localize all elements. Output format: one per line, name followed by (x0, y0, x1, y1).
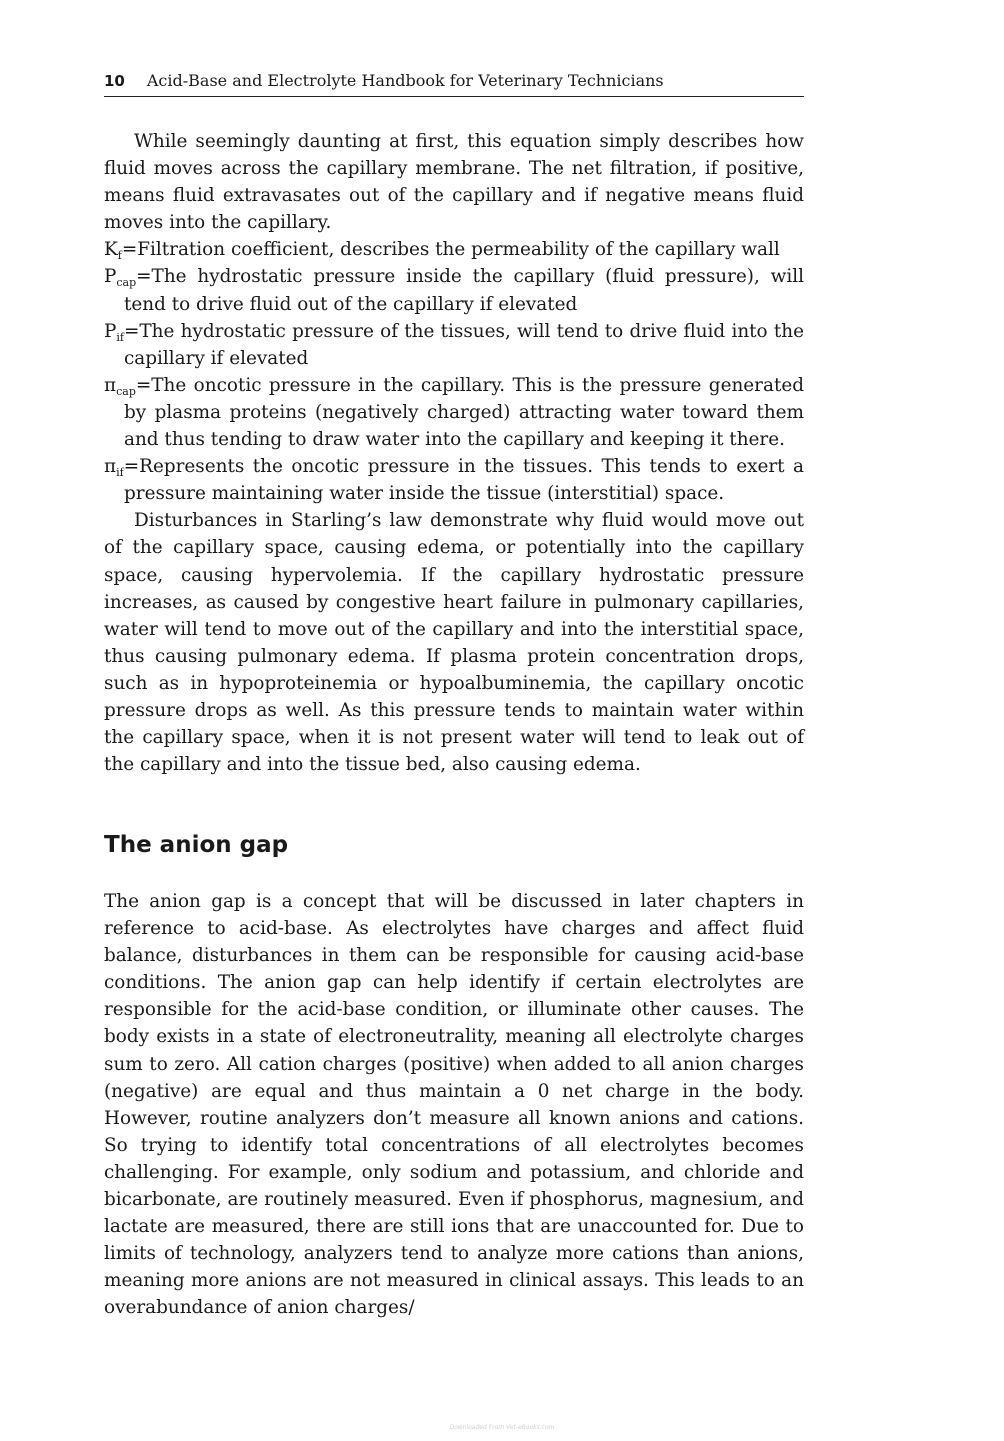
definition-text: =Filtration coefficient, describes the permeability of the capillary wall (121, 239, 780, 261)
definition-symbol: $P_{cap}$ (104, 266, 137, 290)
definition-symbol: $P_{if}$ (104, 320, 124, 344)
definition-text: =The oncotic pressure in the capillary. This is the pressure generated by plasma proteins (negatively charged) attracting water toward them and thus tending to draw water into the capillary and keeping it there. (124, 374, 804, 451)
definition-pif (104, 318, 804, 372)
definition-symbol: $\pi_{if}$ (104, 456, 124, 480)
body-text (104, 128, 804, 778)
download-watermark: Downloaded From Vet-eBooks.com (449, 1424, 555, 1431)
definition-piif (104, 453, 804, 507)
definition-pcap (104, 263, 804, 317)
section-heading: The anion gap (104, 832, 289, 858)
page-number: 10 (104, 72, 125, 90)
starling-paragraph: Disturbances in Starling’s law demonstrate why fluid would move out of the capillary space, causing edema, or potentially into the capillary space, causing hypervolemia. If the capillary hydrostatic pressure increases, as caused by congestive heart failure in pulmonary capillaries, water will tend to move out of the capillary and into the interstitial space, thus causing pulmonary edema. If plasma protein concentration drops, such as in hypoproteinemia or hypoalbuminemia, the capillary oncotic pressure drops as well. As this pressure tends to maintain water within the capillary space, when it is not present water will tend to leak out of the capillary and into the tissue bed, also causing edema. (104, 510, 804, 776)
running-header (104, 70, 804, 97)
definition-symbol: $K_f$ (104, 239, 122, 263)
definition-text: =The hydrostatic pressure of the tissues, will tend to drive fluid into the capillary if elevated (123, 320, 804, 369)
definition-kf (104, 236, 804, 263)
definition-list (104, 236, 804, 507)
section-body (104, 888, 804, 1322)
definition-text: =Represents the oncotic pressure in the tissues. This tends to exert a pressure maintaining water inside the tissue (interstitial) space. (123, 456, 804, 505)
intro-paragraph: While seemingly daunting at first, this equation simply describes how fluid moves across the capillary membrane. The net filtration, if positive, means fluid extravasates out of the capillary and if negative means fluid moves into the capillary. (104, 131, 804, 234)
definition-picap (104, 372, 804, 453)
definition-text: =The hydrostatic pressure inside the capillary (fluid pressure), will tend to drive fluid out of the capillary if elevated (124, 266, 804, 315)
book-title: Acid-Base and Electrolyte Handbook for Veterinary Technicians (146, 71, 664, 90)
anion-gap-paragraph: The anion gap is a concept that will be discussed in later chapters in reference to acid-base. As electrolytes have charges and affect fluid balance, disturbances in them can be responsible for causing acid-base conditions. The anion gap can help identify if certain electrolytes are responsible for the acid-base condition, or illuminate other causes. The body exists in a state of electroneutrality, meaning all electrolyte charges sum to zero. All cation charges (positive) when added to all anion charges (negative) are equal and thus maintain a 0 net charge in the body. However, routine analyzers don’t measure all known anions and cations. So trying to identify total concentrations of all electrolytes becomes challenging. For example, only sodium and potassium, and chloride and bicarbonate, are routinely measured. Even if phosphorus, magnesium, and lactate are measured, there are still ions that are unaccounted for. Due to limits of technology, analyzers tend to analyze more cations than anions, meaning more anions are not measured in clinical assays. This leads to an overabundance of anion charges/ (104, 891, 804, 1319)
definition-symbol: $\pi_{cap}$ (104, 374, 136, 398)
